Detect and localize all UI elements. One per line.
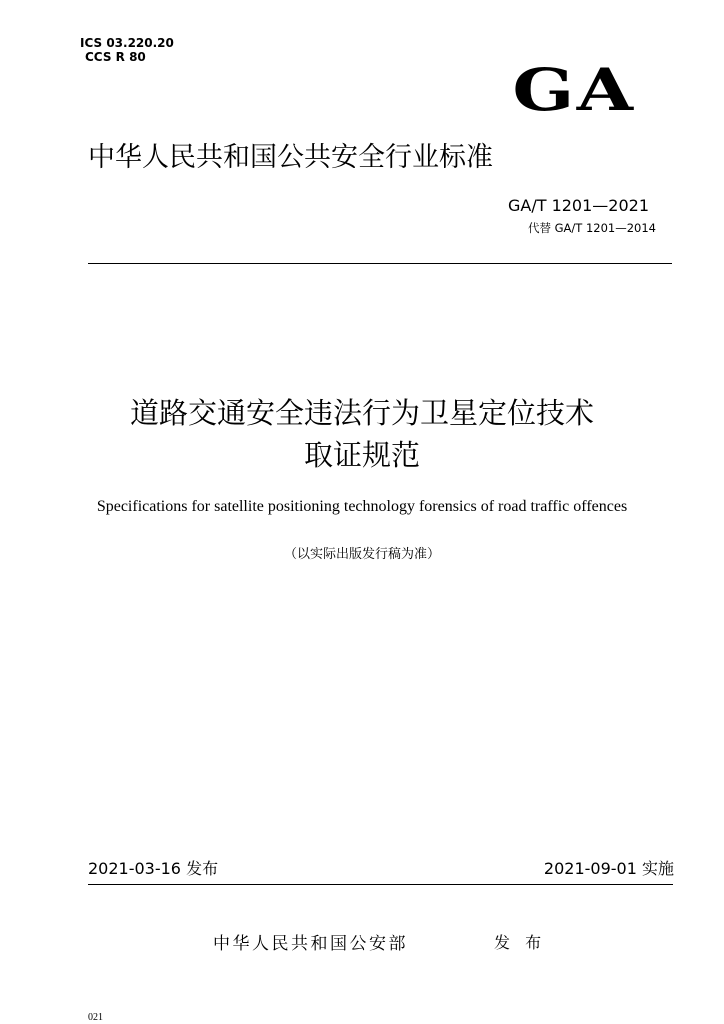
release-date: 2021-03-16 发布: [88, 859, 219, 878]
english-title: Specifications for satellite positioning technology forensics of road traffic offences: [96, 498, 628, 515]
issuing-authority: 中华人民共和国公安部: [213, 934, 408, 954]
document-title: [0, 392, 724, 476]
issue-label: 发 布: [494, 933, 547, 952]
ics-code: ICS 03.220.20: [80, 36, 174, 50]
page-code: 021: [88, 1012, 103, 1023]
implementation-date: 2021-09-01 实施: [543, 859, 674, 878]
standard-number: GA/T 1201—2021: [507, 196, 649, 215]
bottom-divider: [88, 884, 673, 885]
standard-type: 中华人民共和国公共安全行业标准: [88, 142, 493, 173]
ga-logo: GA: [512, 56, 636, 124]
title-line-2: 取证规范: [303, 438, 420, 472]
top-divider: [88, 263, 672, 264]
draft-note: （以实际出版发行稿为准）: [283, 547, 440, 562]
title-line-1: 道路交通安全违法行为卫星定位技术: [129, 396, 594, 430]
ccs-code: CCS R 80: [85, 50, 146, 64]
replaced-standard: 代替 GA/T 1201—2014: [527, 221, 656, 235]
